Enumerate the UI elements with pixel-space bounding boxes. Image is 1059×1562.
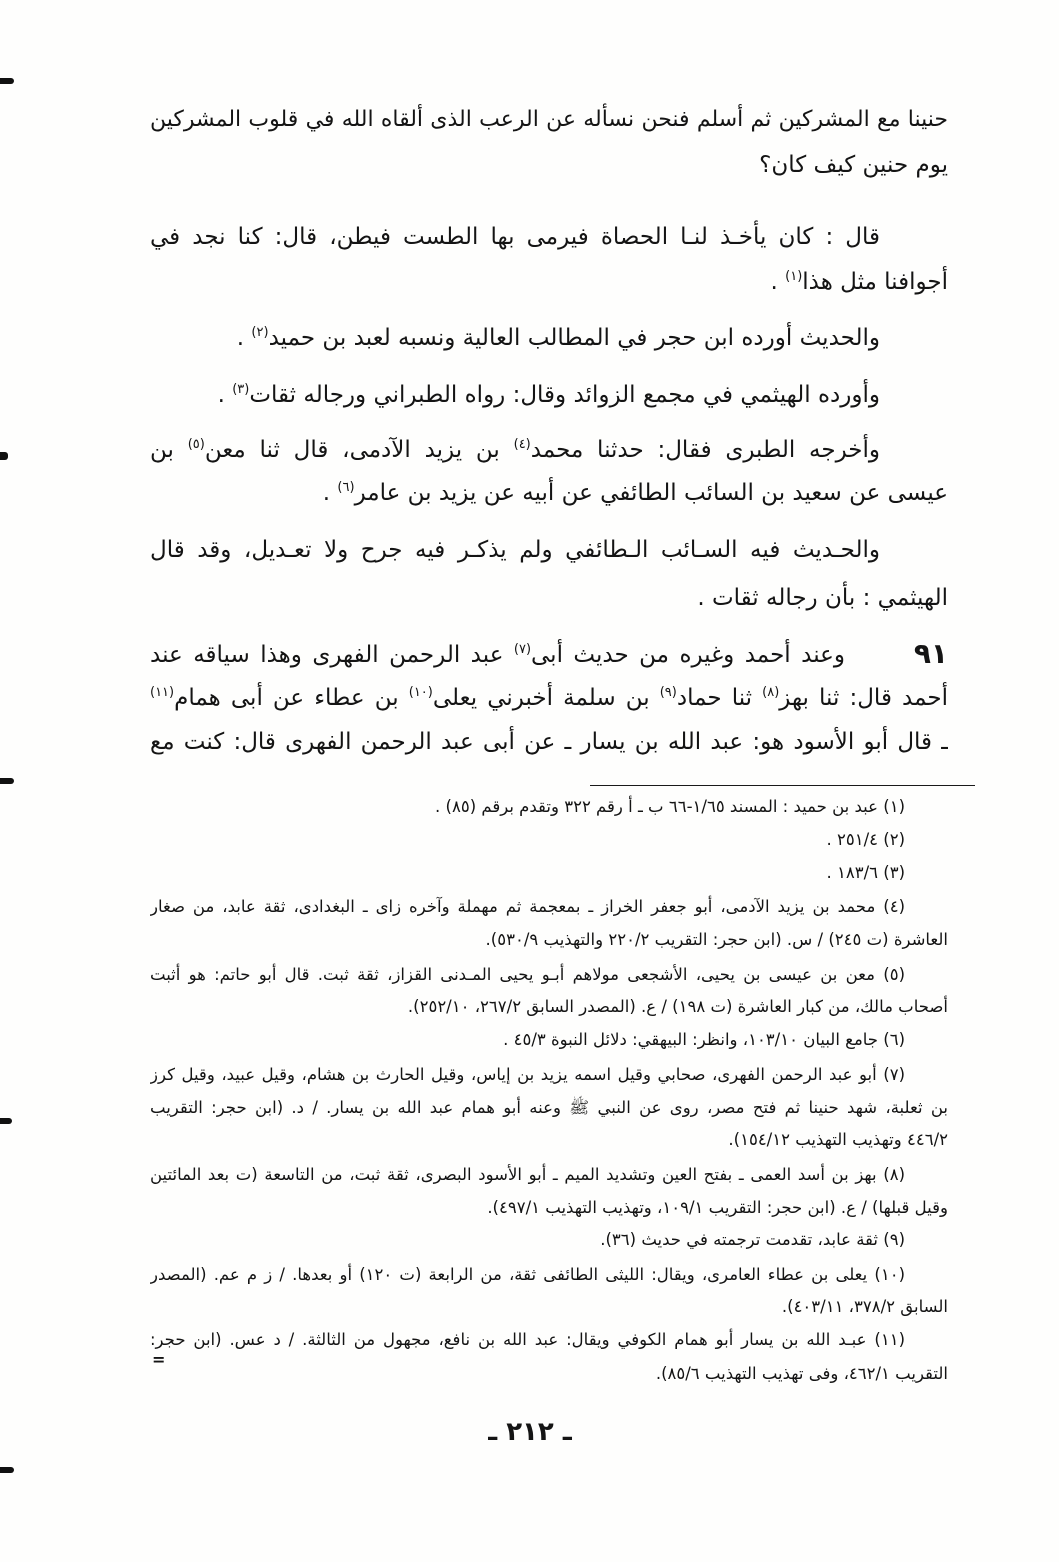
continuation-mark: = <box>152 1350 166 1369</box>
text-segment: قال : كان يأخـذ لنـا الحصاة فيرمى بها الطست فيطن، قال: كنا نجد في <box>150 224 880 250</box>
scan-mark <box>0 78 14 84</box>
footnote-text: بن ثعلبة، شهد حنينا ثم فتح مصر، روى عن النبي ﷺ وعنه أبو همام عبد الله بن يسار. / د. (ابن حجر: التقريب <box>150 1098 948 1117</box>
main-text-line <box>150 635 845 675</box>
footnote-separator <box>590 785 975 786</box>
main-text-line <box>150 578 948 618</box>
text-segment: . <box>770 269 786 295</box>
text-segment: بن يزيد الآدمى، قال ثنا معن <box>204 437 514 463</box>
footnote-reference[interactable]: (٨) <box>762 685 780 700</box>
footnote-text: (٢) ٢٥١/٤ . <box>826 830 905 849</box>
page-number: ـ ٢١٢ ـ <box>488 1417 572 1447</box>
footnote-reference[interactable]: (٦) <box>337 480 355 495</box>
footnote-text: (٥) معن بن عيسى بن يحيى، الأشجعى مولاهم أبـو يحيى المـدنى القزاز، ثقة ثبت. قال أبو حاتم: هو أثبت <box>150 965 905 984</box>
main-text-line <box>150 318 948 358</box>
text-segment: عبد الرحمن الفهرى وهذا سياقه عند <box>150 642 514 668</box>
main-text-line <box>150 375 948 415</box>
footnote-reference[interactable]: (٣) <box>232 382 250 397</box>
text-segment: بن عطاء عن أبى همام <box>174 685 409 711</box>
main-text-line <box>150 473 948 513</box>
footnote-line <box>150 1126 948 1154</box>
footnote-text: (٧) أبو عبد الرحمن الفهرى، صحابي وقيل اسمه يزيد بن إياس، وقيل الحارث بن هشام، وقيل عبيد، وقيل كرز <box>150 1065 905 1084</box>
footnote-line <box>150 1094 948 1122</box>
text-segment: . <box>322 480 338 506</box>
footnote-reference[interactable]: (١٠) <box>408 685 433 700</box>
footnote-text: (٣) ١٨٣/٦ . <box>826 863 905 882</box>
footnote-line <box>150 826 948 854</box>
scan-mark <box>0 778 14 784</box>
footnote-line <box>150 1293 948 1321</box>
footnote-text: (١) عبد بن حميد : المسند ١/٦٥-٦٦ ب ـ أ رقم ٣٢٢ وتقدم برقم (٨٥) . <box>435 797 905 816</box>
scan-mark <box>0 1467 14 1473</box>
footnote-reference[interactable]: (٥) <box>187 437 205 452</box>
main-text-line <box>150 217 948 257</box>
scan-mark <box>0 452 8 460</box>
main-text-line <box>150 100 948 140</box>
footnote-text: أصحاب مالك، من كبار العاشرة (ت ١٩٨) / ع. (المصدر السابق ٢٦٧/٢، ٢٥٢/١٠). <box>407 997 948 1016</box>
text-segment: أجوافنا مثل هذا <box>802 269 948 295</box>
footnote-text: (١٠) يعلى بن عطاء العامرى، ويقال: الليثى الطائفى ثقة، من الرابعة (ت ١٢٠) أو بعدها. / ز م عم. (المصدر <box>150 1265 905 1284</box>
text-segment: بن سلمة أخبرني يعلى <box>432 685 660 711</box>
footnote-text: (٩) ثقة عابد، تقدمت ترجمته في حديث (٣٦). <box>600 1230 905 1249</box>
footnote-line <box>150 1194 948 1222</box>
footnote-reference[interactable]: (١١) <box>150 685 175 700</box>
footnote-reference[interactable]: (٧) <box>513 642 532 657</box>
text-segment: ـ قال أبو الأسود هو: عبد الله بن يسار ـ عن أبى عبد الرحمن الفهرى قال: كنت مع <box>150 729 948 755</box>
footnote-line <box>150 1360 948 1388</box>
main-text-line <box>150 722 948 762</box>
hadith-number: ٩١ <box>913 637 948 670</box>
scan-mark <box>0 1118 12 1124</box>
text-segment: حنينا مع المشركين ثم أسلم فنحن نسأله عن الرعب الذى ألقاه الله في قلوب المشركين <box>150 107 948 132</box>
footnote-reference[interactable]: (٩) <box>659 685 677 700</box>
footnote-line <box>150 1161 948 1189</box>
footnote-reference[interactable]: (٢) <box>251 325 269 340</box>
main-text-line <box>150 430 948 470</box>
text-segment: يوم حنين كيف كان؟ <box>759 152 948 178</box>
main-text-line <box>150 262 948 302</box>
footnote-text: السابق ٣٧٨/٢، ٤٠٣/١١). <box>781 1297 948 1316</box>
text-segment: وعند أحمد وغيره من حديث أبى <box>531 642 845 668</box>
footnote-text: (١١) عبـد الله بن يسار أبو همام الكوفي ويقال: عبد الله بن نافع، مجهول من الثالثة. / د عس. (ابن حجر: <box>150 1330 905 1349</box>
footnote-line <box>150 961 948 989</box>
footnote-line <box>150 1061 948 1089</box>
footnote-text: وقيل قبلها) / ع. (ابن حجر: التقريب ١٠٩/١، وتهذيب التهذيب ٤٩٧/١). <box>487 1198 948 1217</box>
footnote-line <box>150 1261 948 1289</box>
text-segment: والحـديث فيه السـائب الـطائفي ولم يذكـر فيه جرح ولا تعـديل، وقد قال <box>150 537 880 563</box>
text-segment: أحمد قال: ثنا بهز <box>779 685 948 711</box>
footnote-text: (٨) بهز بن أسد العمى ـ بفتح العين وتشديد الميم ـ أبو الأسود البصرى، ثقة ثبت، من التاسعة (ت بعد المائتين <box>150 1165 905 1184</box>
text-segment: ثنا حماد <box>676 685 763 711</box>
text-segment: وأورده الهيثمي في مجمع الزوائد وقال: رواه الطبراني ورجاله ثقات <box>249 382 880 408</box>
footnote-text: العاشرة (ت ٢٤٥) / س. (ابن حجر: التقريب ٢٢٠/٢ والتهذيب ٥٣٠/٩). <box>485 930 948 949</box>
main-text-line <box>150 678 948 718</box>
main-text-line <box>150 145 948 185</box>
footnote-text: (٤) محمد بن يزيد الآدمى، أبو جعفر الخراز ـ بمعجمة ثم مهملة وآخره زاى ـ البغدادى، ثقة عابد، من صغار <box>150 897 905 916</box>
text-segment: الهيثمي : بأن رجاله ثقات . <box>697 585 948 611</box>
footnote-text: ٤٤٦/٢ وتهذيب التهذيب ١٥٤/١٢). <box>728 1130 948 1149</box>
main-text-line <box>150 530 948 570</box>
text-segment: عيسى عن سعيد بن السائب الطائفي عن أبيه عن يزيد بن عامر <box>354 480 948 506</box>
text-segment: وأخرجه الطبرى فقال: حدثنا محمد <box>530 437 880 463</box>
text-segment: . <box>236 325 252 351</box>
footnote-line <box>150 1326 948 1354</box>
footnote-line <box>150 893 948 921</box>
footnote-line <box>150 993 948 1021</box>
footnote-text: (٦) جامع البيان ١٠٣/١٠، وانظر: البيهقي: دلائل النبوة ٤٥/٣ . <box>503 1030 905 1049</box>
text-segment: والحديث أورده ابن حجر في المطالب العالية ونسبه لعبد بن حميد <box>268 325 880 351</box>
text-segment: . <box>217 382 233 408</box>
text-segment: بن <box>150 437 188 463</box>
footnote-line <box>150 793 948 821</box>
footnote-line <box>150 1026 948 1054</box>
footnote-line <box>150 1226 948 1254</box>
footnote-text: التقريب ٤٦٢/١، وفى تهذيب التهذيب ٨٥/٦). <box>655 1364 948 1383</box>
footnote-reference[interactable]: (١) <box>785 269 803 284</box>
footnote-line <box>150 926 948 954</box>
footnote-line <box>150 859 948 887</box>
footnote-reference[interactable]: (٤) <box>513 437 531 452</box>
